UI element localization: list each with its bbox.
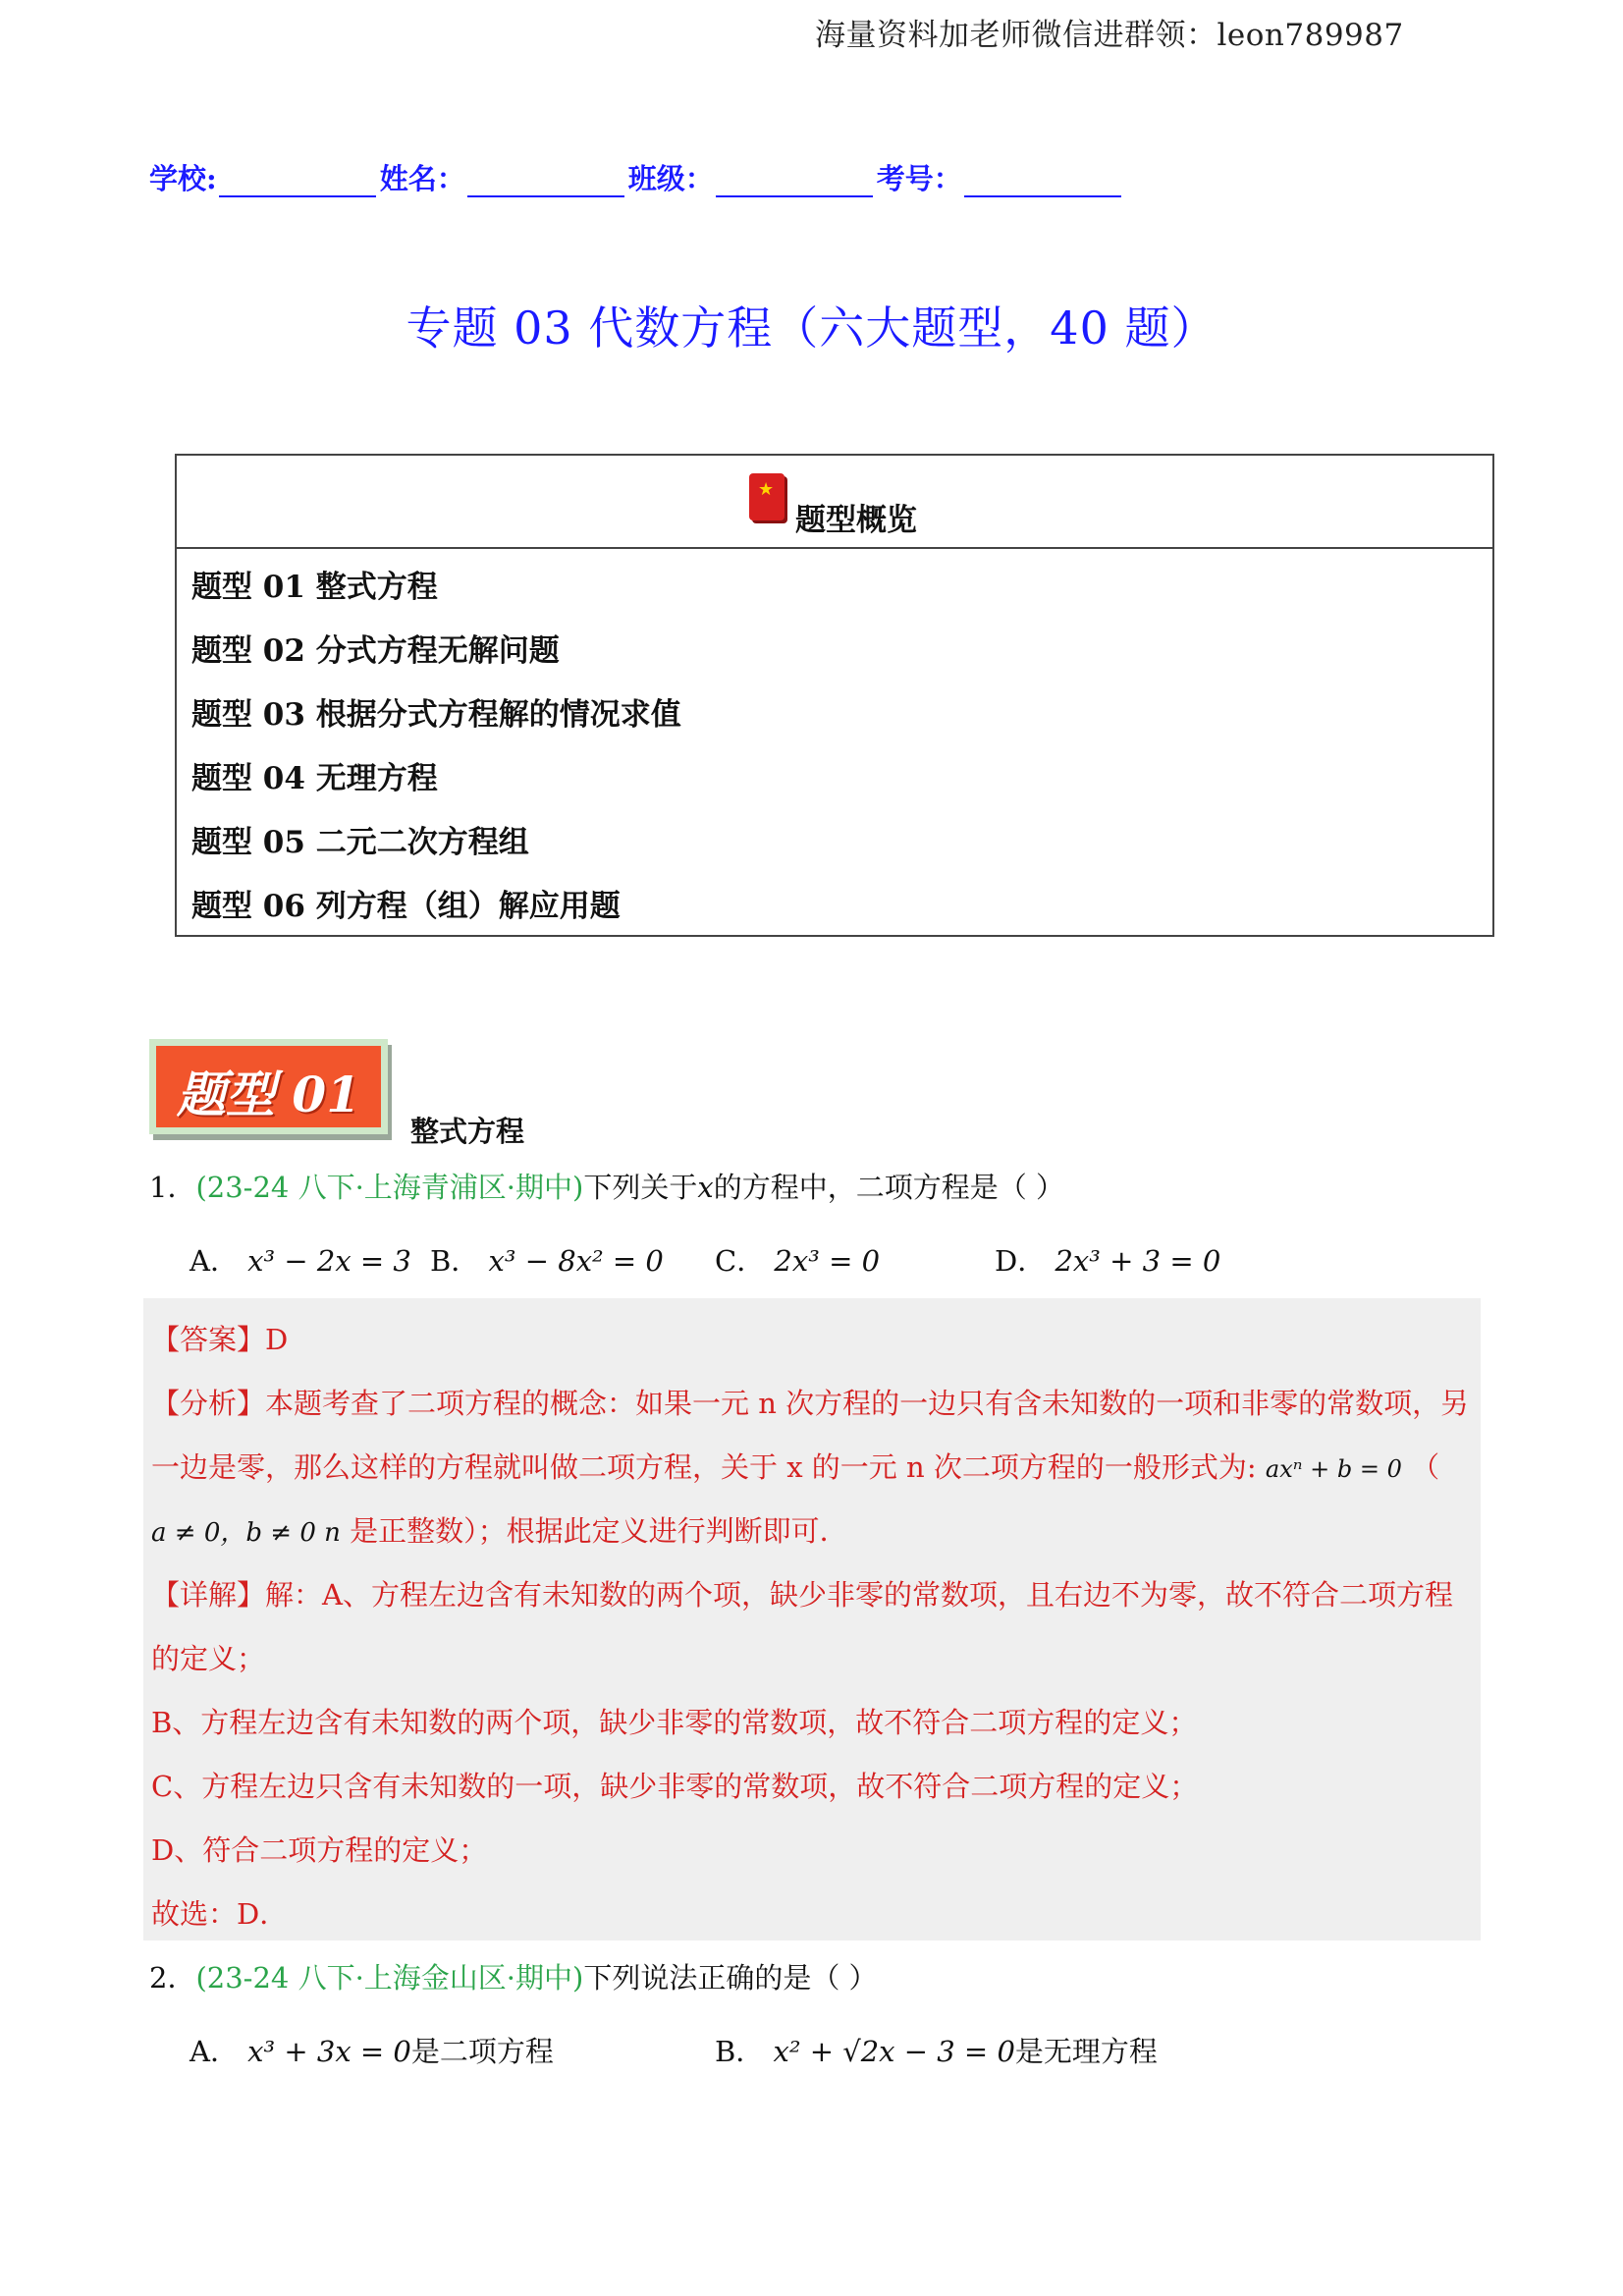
- q2-option-b[interactable]: [715, 2030, 1158, 2070]
- section-name: 整式方程: [410, 1115, 525, 1148]
- analysis-text: （: [1411, 1450, 1440, 1484]
- option-label: B．: [715, 2035, 765, 2068]
- section-badge: [149, 1039, 388, 1134]
- detail-line: C、方程左边只含有未知数的一项，缺少非零的常数项，故不符合二项方程的定义；: [151, 1770, 1199, 1803]
- overview-item: 题型 02 分式方程无解问题: [191, 633, 560, 669]
- number-label: 考号：: [876, 162, 962, 195]
- detail-line: D、符合二项方程的定义；: [151, 1833, 488, 1867]
- option-c[interactable]: [715, 1239, 880, 1280]
- option-label: B．: [430, 1244, 480, 1278]
- option-text: 是二项方程: [410, 2035, 554, 2068]
- school-blank[interactable]: [219, 168, 376, 197]
- overview-box: [175, 454, 1494, 937]
- analysis-text: 一边是零，那么这样的方程就叫做二项方程，关于 x 的一元 n 次二项方程的一般形式为:: [151, 1450, 1257, 1484]
- answer-box: [143, 1298, 1481, 1941]
- detail-line: 【详解】解：A、方程左边含有未知数的两个项，缺少非零的常数项，且右边不为零，故不符合二项方程: [151, 1578, 1453, 1612]
- analysis-line: [151, 1446, 1439, 1486]
- option-expr: 2x³ + 3 = 0: [1055, 1244, 1221, 1278]
- option-b[interactable]: [430, 1239, 664, 1280]
- option-expr: x³ − 2x = 3: [247, 1244, 411, 1278]
- school-label: 学校:: [149, 162, 217, 195]
- class-blank[interactable]: [716, 168, 873, 197]
- option-label: C．: [715, 1244, 766, 1278]
- analysis-line: [151, 1509, 848, 1550]
- section-badge-label: 题型 01: [177, 1066, 360, 1123]
- class-label: 班级：: [627, 162, 714, 195]
- overview-title: 题型概览: [795, 503, 917, 538]
- option-d[interactable]: [995, 1239, 1220, 1280]
- overview-item: 题型 04 无理方程: [191, 761, 438, 796]
- page-title: 专题 03 代数方程（六大题型，40 题）: [406, 301, 1217, 355]
- question-stem: 下列说法正确的是（ ）: [583, 1961, 878, 1995]
- overview-item: 题型 01 整式方程: [191, 570, 438, 605]
- analysis-formula: a ≠ 0，b ≠ 0 n: [151, 1518, 341, 1548]
- overview-item: 题型 03 根据分式方程解的情况求值: [191, 697, 681, 733]
- number-blank[interactable]: [964, 168, 1121, 197]
- name-label: 姓名：: [379, 162, 465, 195]
- option-label: A．: [189, 2035, 239, 2068]
- option-label: D．: [995, 1244, 1047, 1278]
- option-expr: 2x³ = 0: [774, 1244, 881, 1278]
- detail-line: B、方程左边含有未知数的两个项，缺少非零的常数项，故不符合二项方程的定义；: [151, 1706, 1198, 1739]
- conclusion-line: 故选：D．: [151, 1897, 289, 1931]
- name-blank[interactable]: [467, 168, 624, 197]
- option-expr: x³ + 3x = 0: [247, 2035, 411, 2068]
- option-expr: x² + √2x − 3 = 0: [773, 2035, 1015, 2068]
- question-stem: 下列关于: [583, 1171, 698, 1204]
- option-expr: x³ − 8x² = 0: [488, 1244, 664, 1278]
- question-source: (23-24 八下·上海青浦区·期中): [195, 1171, 584, 1204]
- answer-line: 【答案】D: [151, 1323, 289, 1356]
- question-2: [149, 1956, 878, 1996]
- q2-option-a[interactable]: [189, 2030, 554, 2070]
- question-stem-end: 的方程中，二项方程是（ ）: [713, 1171, 1064, 1204]
- overview-item: 题型 05 二元二次方程组: [191, 825, 529, 860]
- overview-item: 题型 06 列方程（组）解应用题: [191, 889, 621, 924]
- analysis-formula: axⁿ + b = 0: [1265, 1455, 1402, 1483]
- overview-header: [177, 456, 1492, 549]
- question-1: [149, 1166, 1064, 1206]
- analysis-text: 是正整数）；根据此定义进行判断即可．: [350, 1514, 848, 1548]
- header-note: 海量资料加老师微信进群领：leon789987: [815, 18, 1404, 53]
- analysis-line: 【分析】本题考查了二项方程的概念：如果一元 n 次方程的一边只有含未知数的一项和非零的常数项，另: [151, 1387, 1470, 1420]
- detail-line: 的定义；: [151, 1642, 266, 1675]
- book-icon: [749, 473, 784, 520]
- student-info-row: [149, 157, 1125, 197]
- option-a[interactable]: [189, 1239, 411, 1280]
- question-source: (23-24 八下·上海金山区·期中): [195, 1961, 584, 1995]
- question-variable: x: [697, 1171, 714, 1204]
- question-number: 2．: [149, 1961, 196, 1995]
- question-number: 1．: [149, 1171, 196, 1204]
- option-label: A．: [189, 1244, 239, 1278]
- option-text: 是无理方程: [1014, 2035, 1158, 2068]
